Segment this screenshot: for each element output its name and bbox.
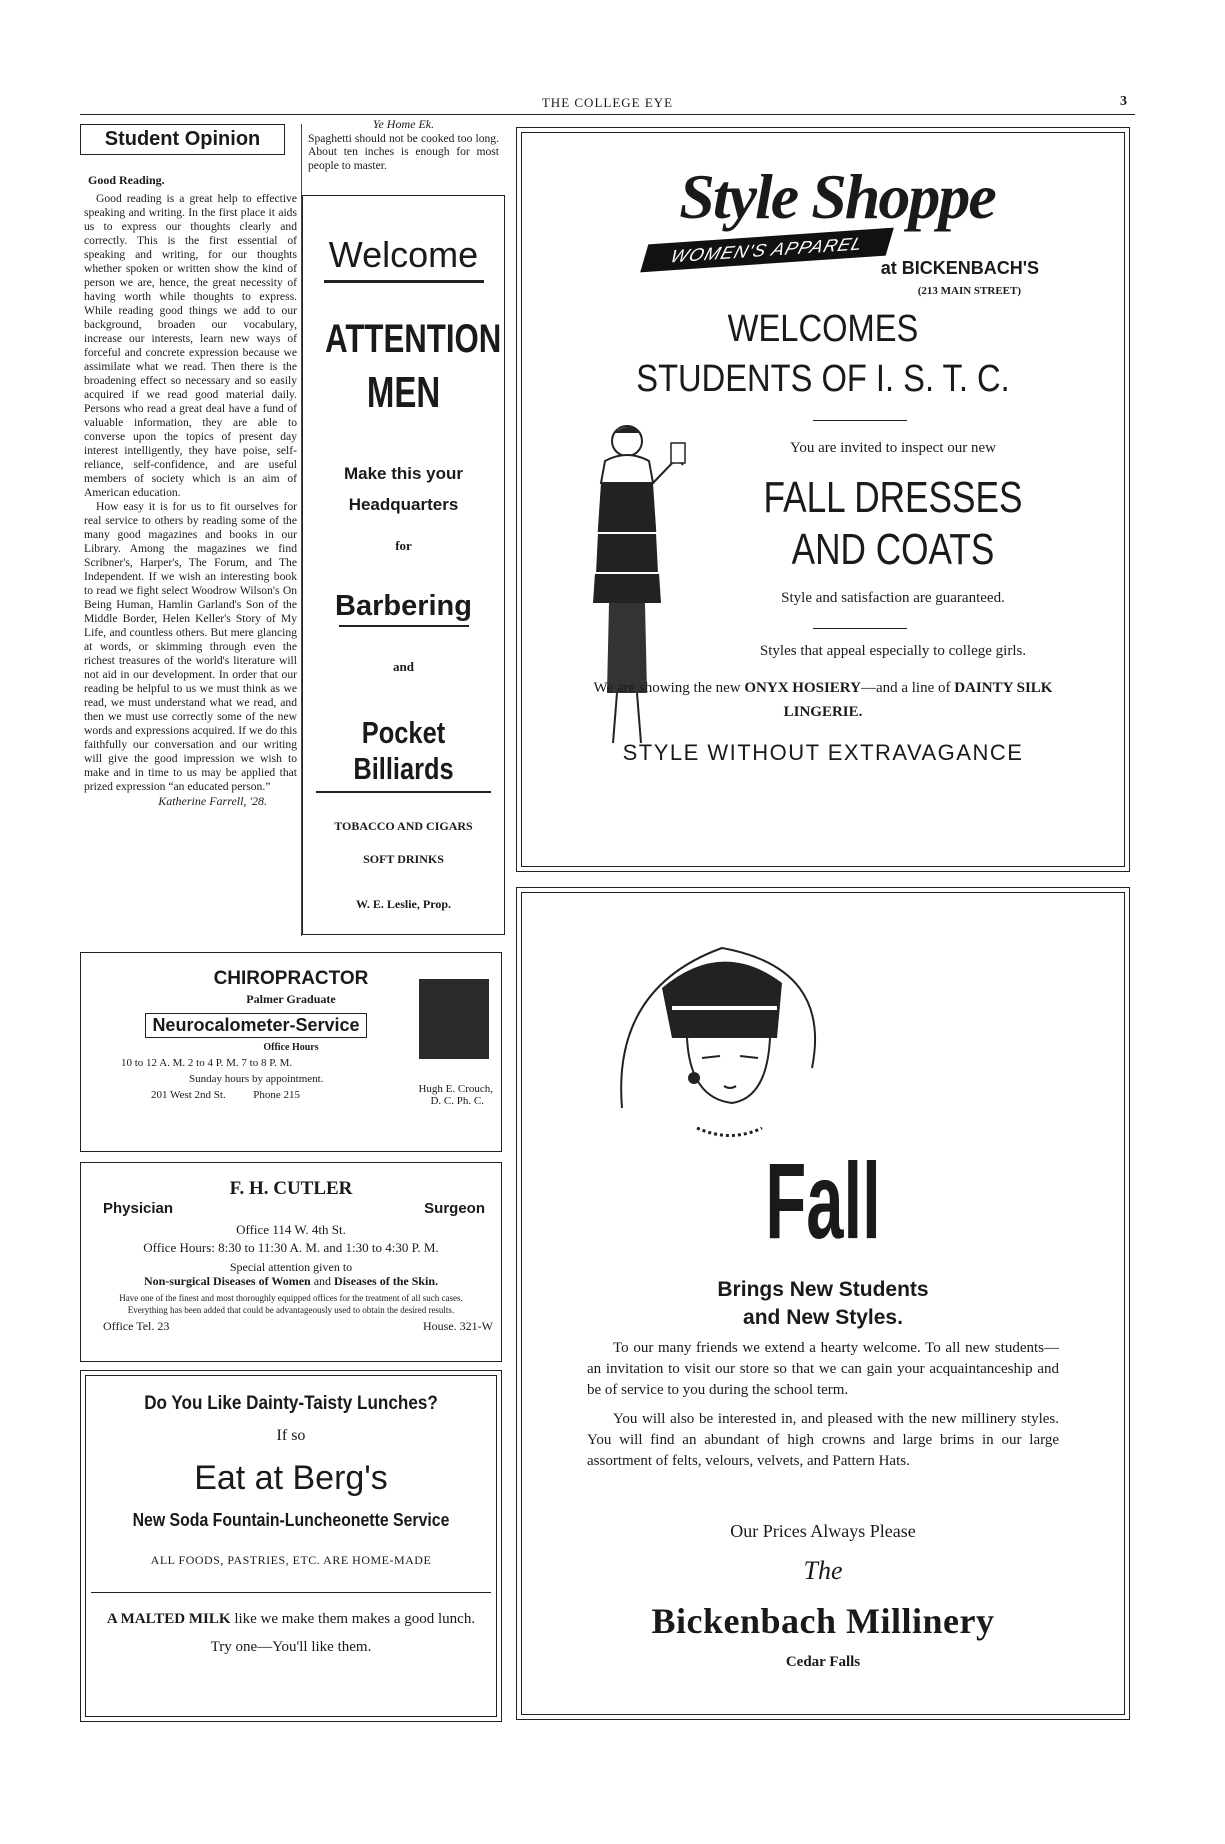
opinion-body [80, 192, 301, 794]
cutler-phones [81, 1319, 501, 1335]
brings-new-students: Brings New Students [717, 1278, 929, 1301]
newspaper-title: THE COLLEGE EYE [541, 95, 674, 110]
cutler-surgeon: Surgeon [424, 1200, 485, 1217]
home-ek-item [302, 118, 505, 190]
millinery-the: The [803, 1556, 843, 1585]
divider [813, 628, 907, 629]
berg-if-so: If so [276, 1427, 306, 1444]
opinion-signature: Katherine Farrell, '28. [158, 794, 267, 808]
showing-text [557, 676, 1089, 724]
chiro-degree: D. C. Ph. C. [430, 1095, 484, 1107]
opinion-paragraph: Good reading is a great help to effective speaking and writing. In the first place it aids us to express our thoughts clearly and correctly. This is the first essential of speaking and writing, for our thoughts whether spoken or written show the kind of person we are, hence, the great necessity of having worth while thoughts to express. While reading good things we add to our background, broaden our vocabulary, increase our interests, learn new ways of forceful and concrete expression because we assimilate what we read. Then there is the broadening effect so necessary and so easily acquired if we read good material daily. Persons who read a great deal have a fund of valuable information, they are able to converse upon the topics of present day interest intelligently, they have poise, self-reliance, self-confidence, and are useful members of society which is an aim of American education. [84, 192, 297, 499]
chiro-title: CHIROPRACTOR [213, 968, 369, 989]
cutler-special-block [81, 1260, 501, 1288]
millinery-city: Cedar Falls [785, 1654, 861, 1670]
berg-eat-at: Eat at Berg's [194, 1459, 388, 1497]
brings-heading [517, 1276, 1129, 1332]
cutler-titles [81, 1200, 501, 1220]
bergs-ad [80, 1370, 502, 1722]
barber-make: Make this your [343, 464, 464, 483]
berg-malted-rest: like we make them makes a good lunch. [230, 1611, 476, 1627]
and-coats-heading: AND COATS [791, 525, 995, 574]
page-header [80, 93, 1135, 115]
cutler-house-tel: House. 321-W [423, 1319, 493, 1333]
barber-ad [302, 195, 505, 935]
fall-heading: Fall [765, 1140, 881, 1261]
barber-men: MEN [366, 368, 441, 417]
fall-dresses-heading: FALL DRESSES [763, 473, 1023, 522]
cutler-ad [80, 1162, 502, 1362]
barber-hq: Headquarters [348, 495, 459, 514]
chiro-graduate: Palmer Graduate [246, 992, 336, 1006]
guarantee-text: Style and satisfaction are guaranteed. [781, 590, 1005, 606]
barber-for: for [395, 538, 412, 553]
barber-headquarters [303, 458, 504, 520]
cutler-physician: Physician [103, 1200, 174, 1217]
cutler-diseases-and: and [310, 1274, 335, 1288]
page-number: 3 [1120, 94, 1127, 109]
prices-slogan: Our Prices Always Please [730, 1521, 916, 1541]
fall-ad-paragraph: To our many friends we extend a hearty welcome. To all new students—an invitation to visit our store so that we can gain your acquaintanceship and be of service to you during the school term. [587, 1340, 1059, 1398]
student-opinion-column [80, 124, 302, 936]
divider [339, 625, 469, 627]
chiro-name: Hugh E. Crouch, [418, 1083, 493, 1095]
chiropractor-ad [80, 952, 502, 1152]
berg-soda: New Soda Fountain-Luncheonette Service [132, 1510, 450, 1530]
divider [324, 280, 484, 283]
chiro-sunday: Sunday hours by appointment. [189, 1073, 324, 1085]
chiro-name-block [418, 1083, 493, 1107]
womens-apparel-banner: WOMEN'S APPAREL [640, 228, 894, 273]
cutler-office: Office 114 W. 4th St. [236, 1222, 346, 1237]
millinery-name: Bickenbach Millinery [651, 1601, 995, 1641]
chiro-phone: Phone 215 [253, 1089, 300, 1101]
cutler-special: Special attention given to [229, 1260, 353, 1274]
ad-inner-border [85, 1375, 497, 1717]
bickenbach-millinery-ad [516, 887, 1130, 1720]
style-shoppe-logo: Style Shoppe [679, 161, 995, 232]
barber-barbering: Barbering [335, 590, 472, 622]
barber-billiards: Pocket Billiards [353, 715, 454, 786]
barber-proprietor: W. E. Leslie, Prop. [355, 897, 451, 911]
style-shoppe-ad [516, 127, 1130, 872]
invite-text: You are invited to inspect our new [790, 440, 996, 456]
berg-try: Try one—You'll like them. [210, 1639, 372, 1655]
at-bickenbachs: at BICKENBACH'S [880, 258, 1039, 278]
portrait-photo [419, 979, 489, 1059]
appeal-text: Styles that appeal especially to college girls. [759, 643, 1027, 659]
fall-ad-paragraph: You will also be interested in, and pleased with the new millinery styles. You will find an abundant of high crowns and large brims in our large assortment of felts, velours, velvets, and Pattern Hats. [587, 1411, 1059, 1469]
home-ek-title: Ye Home Ek. [372, 117, 435, 131]
berg-home-made: ALL FOODS, PASTRIES, ETC. ARE HOME-MADE [150, 1553, 432, 1567]
barber-soft-drinks: SOFT DRINKS [363, 852, 444, 866]
home-ek-text: Spaghetti should not be cooked too long. About ten inches is enough for most people to master. [308, 131, 499, 172]
berg-malted-bold: A MALTED MILK [106, 1611, 231, 1627]
fall-ad-body [587, 1338, 1059, 1480]
opinion-subheading: Good Reading. [88, 173, 165, 187]
cutler-diseases-women: Non-surgical Diseases of Women [143, 1274, 311, 1288]
cutler-hours: Office Hours: 8:30 to 11:30 A. M. and 1:30 to 4:30 P. M. [143, 1240, 439, 1255]
chiro-hours-label: Office Hours [263, 1042, 319, 1053]
onyx-hosiery: ONYX HOSIERY [744, 680, 861, 696]
chiro-service: Neurocalometer-Service [145, 1013, 366, 1038]
dainty-silk-lingerie: DAINTY SILK LINGERIE. [783, 680, 1053, 720]
cutler-diseases [81, 1274, 501, 1288]
showing-text-1: We are showing the new [593, 680, 741, 696]
barber-welcome: Welcome [328, 234, 479, 275]
cutler-office-tel: Office Tel. 23 [103, 1319, 170, 1333]
welcomes-heading: WELCOMES [727, 308, 919, 350]
opinion-heading: Student Opinion [80, 124, 285, 155]
divider [813, 420, 907, 421]
cutler-diseases-skin: Diseases of the Skin. [334, 1274, 439, 1288]
barber-tobacco: TOBACCO AND CIGARS [334, 819, 473, 833]
chiro-address: 201 West 2nd St. [151, 1089, 226, 1101]
divider [316, 791, 491, 793]
chiro-hours: 10 to 12 A. M. 2 to 4 P. M. 7 to 8 P. M. [121, 1057, 293, 1069]
opinion-paragraph: How easy it is for us to fit ourselves for real service to others by reading some of the many good magazines and books in our Library. Among the magazines we find Scribner's, Harper's, The Forum, and The Independent. If we wish an interesting book to read we fight select Woodrow Wilson's On Being Human, Hamlin Garland's Son of the Middle Border, Helen Keller's Story of My Life, and countless others. But mere glancing at words, or skimming through even the richest treasures of the world's literature will not aid in our development. In order that our reading be helpful to us we must think as we read, we must understand what we read, and then we must use correctly some of the new words and expressions acquired. If we do this faithfully our conversation and our writing will give the good impression we wish to make and in time to us may be applied that prized expression “an educated person.” [84, 500, 297, 793]
cutler-fine-print: Have one of the finest and most thoroughly equipped offices for the treatment of all such cases. Everything has been added that could be advantageously used to obtain the desired results. [119, 1293, 463, 1315]
store-address: (213 MAIN STREET) [917, 285, 1021, 297]
and-new-styles: and New Styles. [743, 1306, 903, 1329]
slogan: STYLE WITHOUT EXTRAVAGANCE [622, 740, 1024, 765]
berg-question: Do You Like Dainty-Taisty Lunches? [144, 1393, 438, 1414]
barber-attention: ATTENTION [325, 317, 502, 361]
showing-text-2: —and a line of [860, 680, 951, 696]
woman-in-cloche-hat-illustration [602, 928, 842, 1148]
barber-and: and [393, 659, 414, 674]
cutler-name: F. H. CUTLER [229, 1178, 353, 1199]
students-heading: STUDENTS OF I. S. T. C. [636, 358, 1010, 400]
